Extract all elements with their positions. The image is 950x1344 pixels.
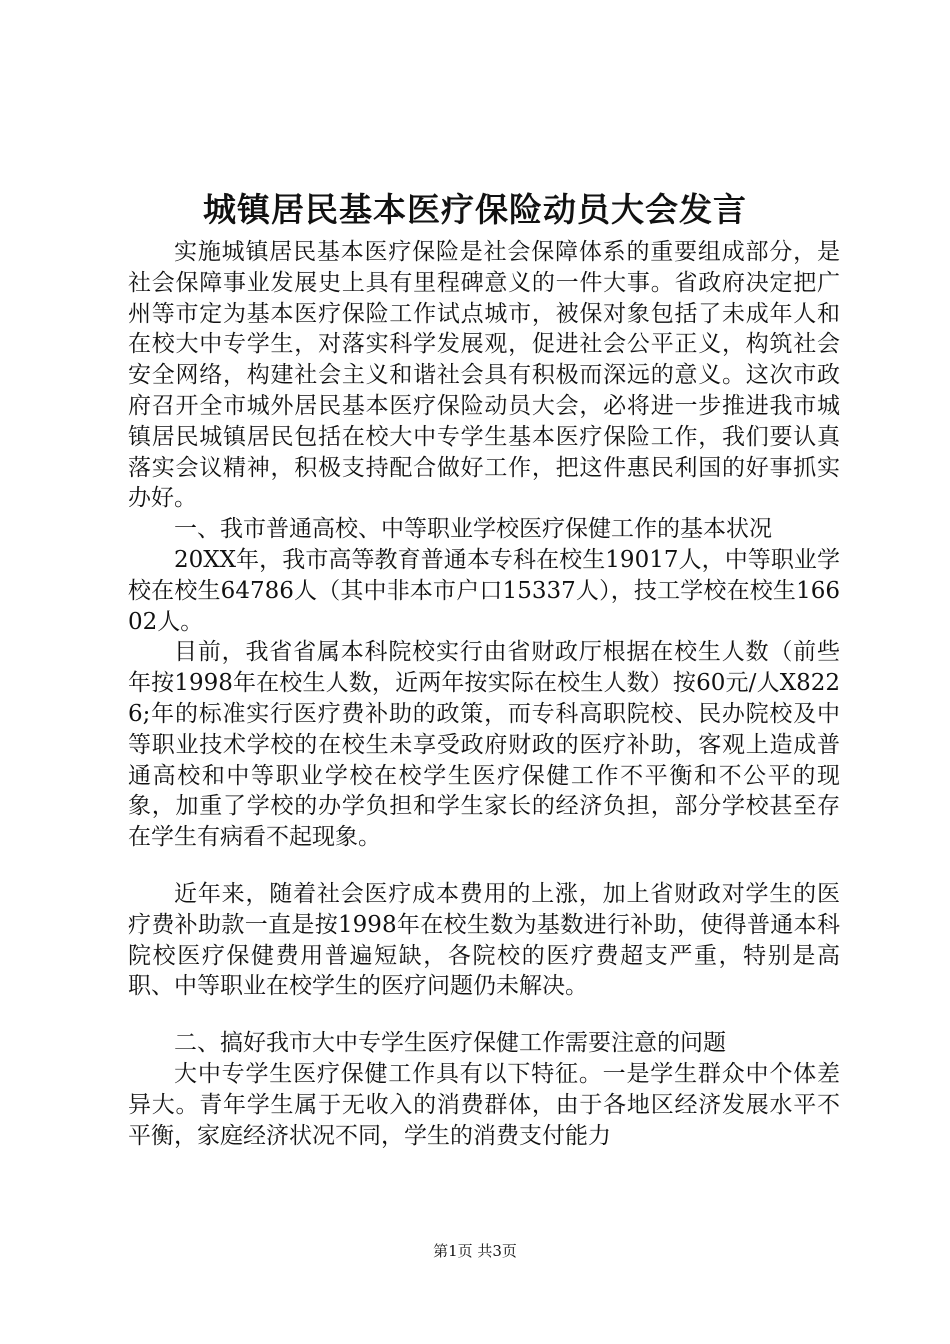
section-heading-2: 二、搞好我市大中专学生医疗保健工作需要注意的问题 bbox=[174, 1030, 726, 1057]
section-heading-1: 一、我市普通高校、中等职业学校医疗保健工作的基本状况 bbox=[174, 516, 772, 543]
document-title: 城镇居民基本医疗保险动员大会发言 bbox=[203, 190, 747, 229]
paragraph-intro: 实施城镇居民基本医疗保险是社会保障体系的重要组成部分，是社会保障事业发展史上具有里程碑意义的一件大事。省政府决定把广州等市定为基本医疗保险工作试点城市，被保对象包括了未成年人和在校大中专学生，对落实科学发展观，促进社会公平正义，构筑社会安全网络，构建社会主义和谐社会具有积极而深远的意义。这次市政府召开全市城外居民基本医疗保险动员大会，必将进一步推进我市城镇居民城镇居民包括在校大中专学生基本医疗保险工作，我们要认真落实会议精神，积极支持配合做好工作，把这件惠民利国的好事抓实办好。 bbox=[128, 239, 840, 512]
page-footer: 第1页 共3页 bbox=[433, 1242, 517, 1260]
paragraph-recent-years: 近年来，随着社会医疗成本费用的上涨，加上省财政对学生的医疗费补助款一直是按1998年在校生数为基数进行补助，使得普通本科院校医疗保健费用普遍短缺，各院校的医疗费超支严重，特别是高职、中等职业在校学生的医疗问题仍未解决。 bbox=[128, 880, 840, 1000]
paragraph-current-policy: 目前，我省省属本科院校实行由省财政厅根据在校生人数（前些年按1998年在校生人数，近两年按实际在校生人数）按60元/人X8226;年的标准实行医疗费补助的政策，而专科高职院校、民办院校及中等职业技术学校的在校生未享受政府财政的医疗补助，客观上造成普通高校和中等职业学校在校学生医疗保健工作不平衡和不公平的现象，加重了学校的办学负担和学生家长的经济负担，部分学校甚至存在学生有病看不起现象。 bbox=[128, 639, 840, 851]
document-body bbox=[128, 237, 840, 1151]
paragraph-features: 大中专学生医疗保健工作具有以下特征。一是学生群众中个体差异大。青年学生属于无收入的消费群体，由于各地区经济发展水平不平衡，家庭经济状况不同，学生的消费支付能力 bbox=[128, 1060, 840, 1149]
paragraph-enrollment: 20XX年，我市高等教育普通本专科在校生19017人，中等职业学校在校生64786人（其中非本市户口15337人），技工学校在校生16602人。 bbox=[128, 546, 840, 635]
